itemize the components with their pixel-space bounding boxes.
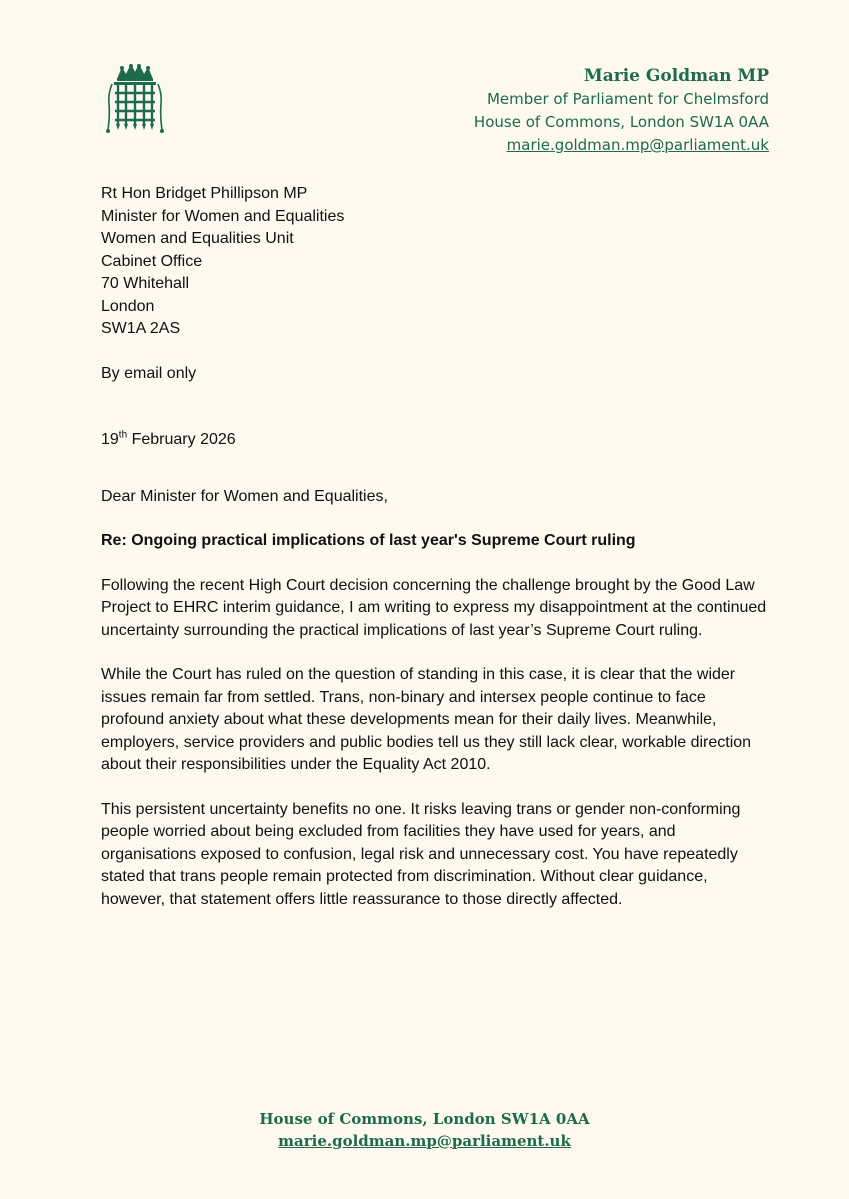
portcullis-logo-icon — [104, 64, 166, 134]
letterhead — [474, 64, 769, 157]
footer-email-link[interactable]: marie.goldman.mp@parliament.uk — [278, 1132, 571, 1150]
footer — [0, 1108, 849, 1152]
subject-line: Re: Ongoing practical implications of last year's Supreme Court ruling — [101, 532, 636, 549]
recipient-line: SW1A 2AS — [101, 320, 181, 337]
paragraph: While the Court has ruled on the question of standing in this case, it is clear that the wider issues remain far from settled. Trans, non-binary and intersex people continue to face profound anxiety about what these developments mean for their daily lives. Meanwhile, employers, service providers and public bodies tell us they still lack clear, workable direction about their responsibilities under the Equality Act 2010. — [101, 666, 752, 773]
paragraph: Following the recent High Court decision concerning the challenge brought by the Good Law Project to EHRC interim guidance, I am writing to express my disappointment at the continued uncertainty surrounding the practical implications of last year’s Supreme Court ruling. — [101, 576, 767, 639]
sender-name: Marie Goldman MP — [583, 66, 769, 86]
recipient-line: Cabinet Office — [101, 252, 203, 270]
recipient-line: Minister for Women and Equalities — [101, 207, 345, 225]
recipient-line: Women and Equalities Unit — [101, 230, 294, 247]
sender-role: Member of Parliament for Chelmsford — [486, 90, 769, 108]
recipient-line: London — [101, 297, 155, 315]
letter-body — [101, 183, 771, 911]
date-suffix: th — [118, 429, 128, 441]
paragraph: This persistent uncertainty benefits no one. It risks leaving trans or gender non-conforming people worried about being excluded from facilities they have used for years, and organisations exposed to confusion, legal risk and unnecessary cost. You have repeatedly stated that trans people remain protected from discrimination. Without clear guidance, however, that statement offers little reassurance to those directly affected. — [101, 800, 741, 908]
delivery-note: By email only — [101, 364, 197, 382]
salutation: Dear Minister for Women and Equalities, — [101, 487, 388, 505]
sender-address: House of Commons, London SW1A 0AA — [473, 113, 769, 131]
date-rest: February 2026 — [131, 431, 236, 448]
recipient-line: 70 Whitehall — [101, 275, 190, 292]
letter-date — [101, 429, 771, 452]
recipient-address-block — [101, 183, 771, 341]
footer-address: House of Commons, London SW1A 0AA — [259, 1110, 590, 1128]
sender-email-link[interactable]: marie.goldman.mp@parliament.uk — [506, 136, 769, 154]
date-day: 19 — [101, 431, 119, 448]
recipient-line: Rt Hon Bridget Phillipson MP — [101, 185, 308, 202]
